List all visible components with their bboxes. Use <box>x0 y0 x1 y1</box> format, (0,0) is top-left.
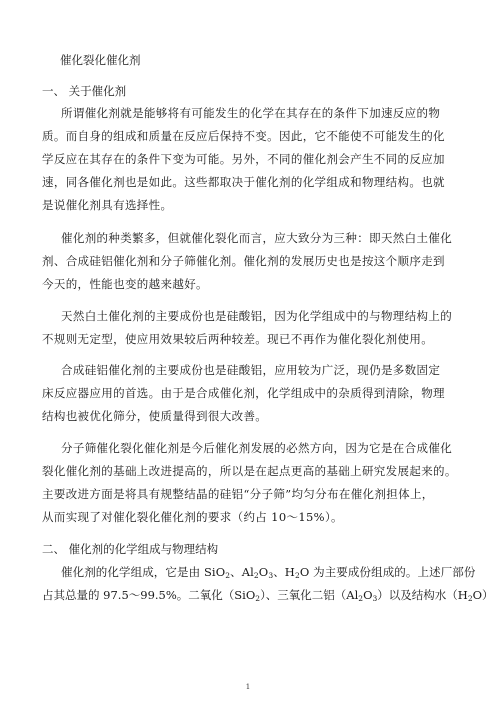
paragraph-line: 结构也被优化筛分，使质量得到很大改善。 <box>42 409 268 423</box>
paragraph-line: 不规则无定型，使应用效果较后两种较差。现已不再作为催化裂化剂使用。 <box>42 332 434 346</box>
text-span: O <box>258 565 269 579</box>
subscript: 2 <box>467 594 473 603</box>
subscript: 2 <box>253 571 259 580</box>
text-span: 、H <box>273 565 295 579</box>
text-span: O <box>363 588 373 602</box>
subscript: 3 <box>268 571 274 580</box>
document-title: 催化裂化催化剂 <box>60 53 141 67</box>
paragraph-line: 床反应器应用的首选。由于是合成催化剂，化学组成中的杂质得到清除，物理 <box>42 386 445 400</box>
subscript: 3 <box>372 594 378 603</box>
paragraph-line <box>42 588 494 602</box>
paragraph-line: 学反应在其存在的条件下变为可能。另外，不同的催化剂会产生不同的反应加 <box>42 152 445 166</box>
text-span: ）以及结构水（H <box>377 588 468 602</box>
section-heading-1: 一、 关于催化剂 <box>42 84 127 98</box>
paragraph-line: 裂化催化剂的基础上改进提高的，所以是在起点更高的基础上研究发展起来的。 <box>42 464 457 478</box>
text-span: 、Al <box>230 565 254 579</box>
subscript: 2 <box>225 571 231 580</box>
paragraph-line: 催化剂的种类繁多，但就催化裂化而言，应大致分为三种：即天然白土催化 <box>61 231 453 245</box>
paragraph-line: 从而实现了对催化裂化催化剂的要求（约占 10～15%）。 <box>42 510 343 524</box>
page-number: 1 <box>245 683 251 691</box>
paragraph-line: 今天的，性能也变的越来越好。 <box>42 277 208 291</box>
paragraph-line: 分子筛催化裂化催化剂是今后催化剂发展的必然方向，因为它是在合成催化 <box>61 441 453 455</box>
paragraph-line <box>61 565 476 579</box>
paragraph-line: 是说催化剂具有选择性。 <box>42 198 173 212</box>
subscript: 2 <box>294 571 300 580</box>
text-span: ）、三氧化二铝（Al <box>260 588 359 602</box>
paragraph-line: 剂、合成硅铝催化剂和分子筛催化剂。催化剂的发展历史也是按这个顺序走到 <box>42 254 445 268</box>
paragraph-line: 速，同各催化剂也是如此。这些都取决于催化剂的化学组成和物理结构。也就 <box>42 175 445 189</box>
subscript: 2 <box>255 594 261 603</box>
subscript: 2 <box>358 594 364 603</box>
paragraph-line: 天然白土催化剂的主要成份也是硅酸铝，因为化学组成中的与物理结构上的 <box>61 309 453 323</box>
text-span: O 为主要成份组成的。上述厂部份 <box>299 565 476 579</box>
paragraph-line: 主要改进方面是将具有规整结晶的硅铝“分子筛”均匀分布在催化剂担体上， <box>42 487 434 501</box>
text-span: O） <box>472 588 494 602</box>
text-span: 催化剂的化学组成，它是由 SiO <box>61 565 226 579</box>
paragraph-line: 所谓催化剂就是能够将有可能发生的化学在其存在的条件下加速反应的物 <box>61 106 441 120</box>
paragraph-line: 合成硅铝催化剂的主要成份也是硅酸铝，应用较为广泛，现仍是多数固定 <box>61 363 441 377</box>
text-span: 占其总量的 97.5～99.5%。二氧化（SiO <box>42 588 256 602</box>
paragraph-line: 质。而自身的组成和质量在反应后保持不变。因此，它不能使不可能发生的化 <box>42 129 445 143</box>
section-heading-2: 二、 催化剂的化学组成与物理结构 <box>42 542 219 556</box>
